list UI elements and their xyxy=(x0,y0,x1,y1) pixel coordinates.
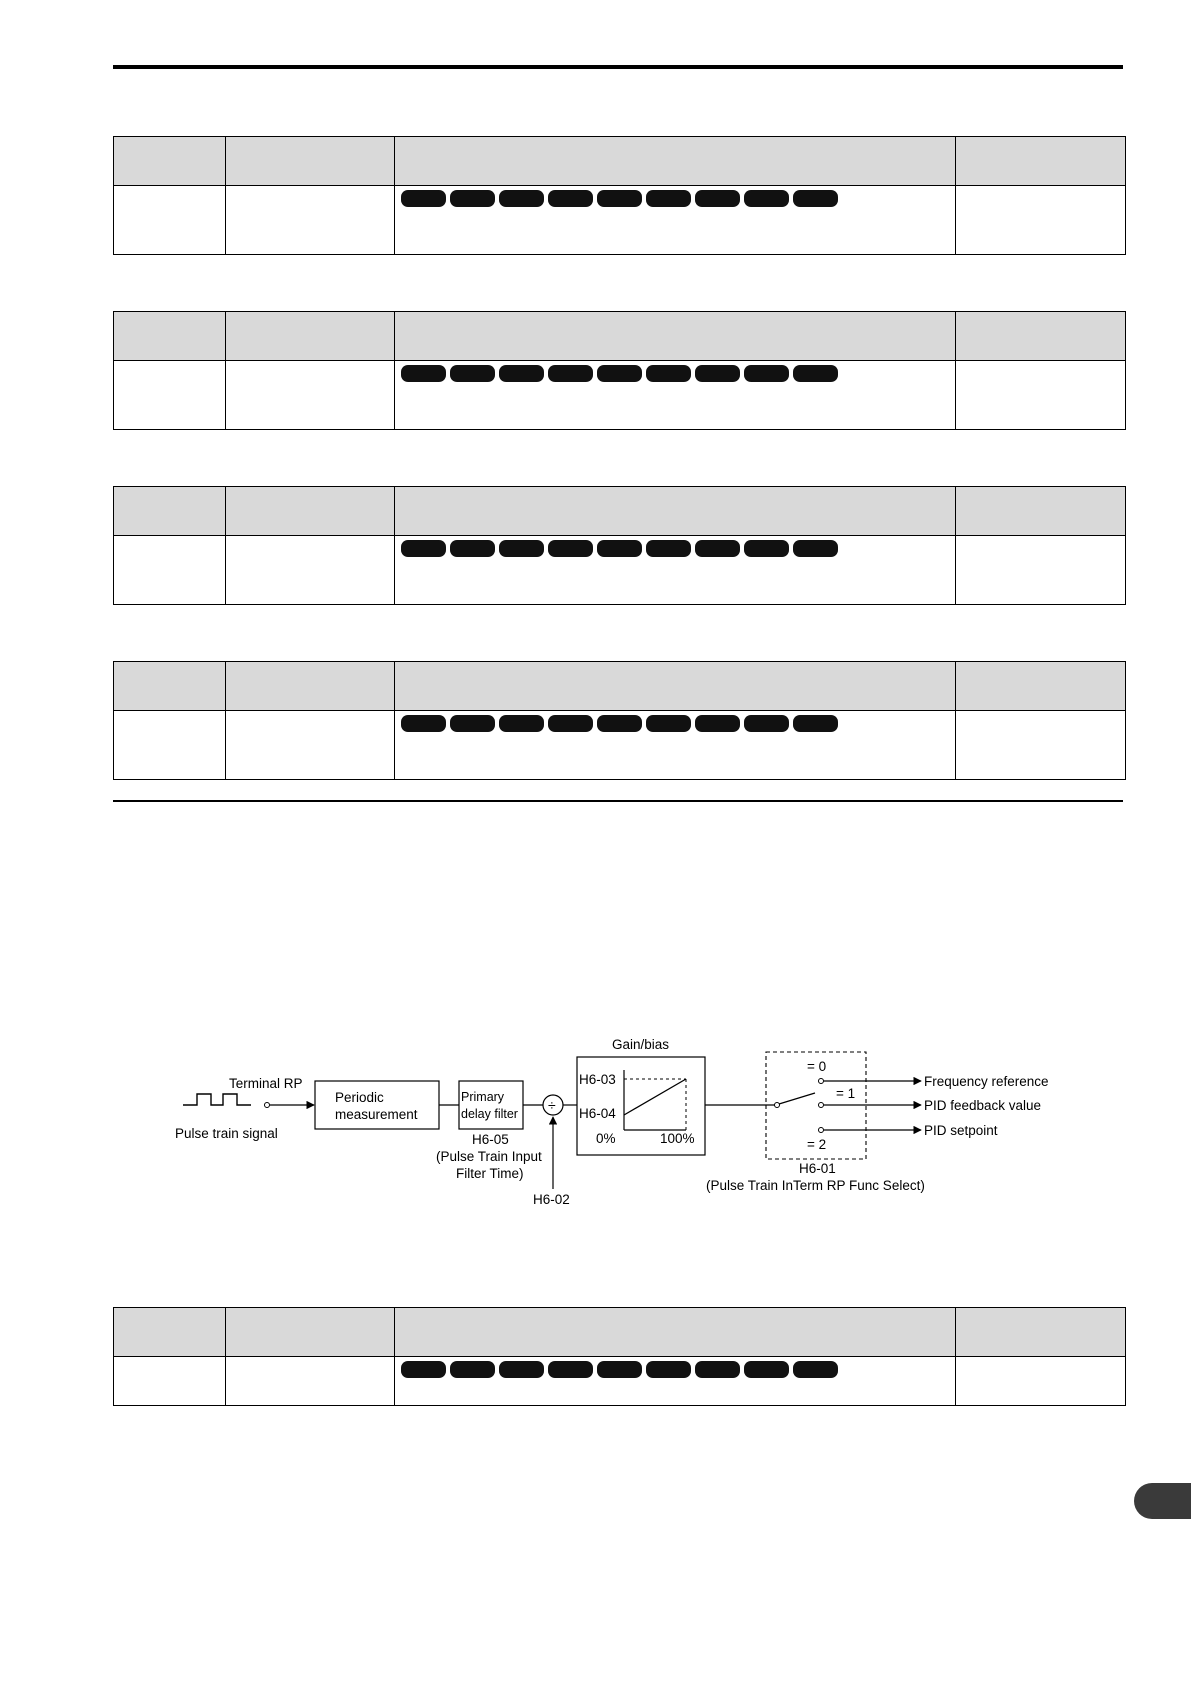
parameter-table-5 xyxy=(113,1307,1126,1406)
select-1-label: = 1 xyxy=(836,1086,856,1101)
bias-param: H6-04 xyxy=(579,1106,616,1121)
table-row xyxy=(114,711,1126,780)
parameter-table-2 xyxy=(113,311,1126,430)
table-header-row xyxy=(114,487,1126,536)
top-rule xyxy=(113,65,1123,69)
section-rule xyxy=(113,800,1123,802)
table-header-row xyxy=(114,137,1126,186)
terminal-rp-label: Terminal RP xyxy=(229,1076,303,1091)
chapter-tab-marker xyxy=(1134,1483,1191,1519)
gain-bias-title: Gain/bias xyxy=(612,1037,670,1052)
table-row xyxy=(114,536,1126,605)
primary-delay-filter-block xyxy=(459,1081,523,1129)
table-header-row xyxy=(114,312,1126,361)
drive-model-badges xyxy=(395,711,955,732)
table-row xyxy=(114,361,1126,430)
axis-min-label: 0% xyxy=(596,1131,616,1146)
table-header-row xyxy=(114,1308,1126,1357)
pulse-signal-label: Pulse train signal xyxy=(175,1126,278,1141)
output-frequency-reference: Frequency reference xyxy=(924,1074,1049,1089)
table-row xyxy=(114,1357,1126,1406)
filter-desc-1: (Pulse Train Input xyxy=(436,1149,542,1164)
drive-model-badges xyxy=(395,361,955,382)
divide-icon: ÷ xyxy=(548,1097,556,1113)
filter-param: H6-05 xyxy=(472,1132,509,1147)
periodic-label-2: measurement xyxy=(335,1107,418,1122)
divider-param: H6-02 xyxy=(533,1192,570,1207)
parameter-table-3 xyxy=(113,486,1126,605)
drive-model-badges xyxy=(395,186,955,207)
parameter-table-1 xyxy=(113,136,1126,255)
select-desc: (Pulse Train InTerm RP Func Select) xyxy=(706,1178,925,1193)
periodic-label-1: Periodic xyxy=(335,1090,384,1105)
pulse-waveform-icon xyxy=(183,1094,251,1105)
axis-max-label: 100% xyxy=(660,1131,695,1146)
table-row xyxy=(114,186,1126,255)
pulse-train-block-diagram xyxy=(0,1020,1191,1220)
terminal-rp-node xyxy=(265,1103,270,1108)
drive-model-badges xyxy=(395,1357,955,1378)
table-header-row xyxy=(114,662,1126,711)
gain-param: H6-03 xyxy=(579,1072,616,1087)
filter-label-1: Primary xyxy=(461,1090,505,1104)
selector-switch xyxy=(779,1093,815,1104)
select-2-label: = 2 xyxy=(807,1137,827,1152)
filter-label-2: delay filter xyxy=(461,1107,518,1121)
output-pid-feedback: PID feedback value xyxy=(924,1098,1042,1113)
select-0-label: = 0 xyxy=(807,1059,827,1074)
parameter-table-4 xyxy=(113,661,1126,780)
filter-desc-2: Filter Time) xyxy=(456,1166,524,1181)
select-param: H6-01 xyxy=(799,1161,836,1176)
drive-model-badges xyxy=(395,536,955,557)
output-pid-setpoint: PID setpoint xyxy=(924,1123,998,1138)
